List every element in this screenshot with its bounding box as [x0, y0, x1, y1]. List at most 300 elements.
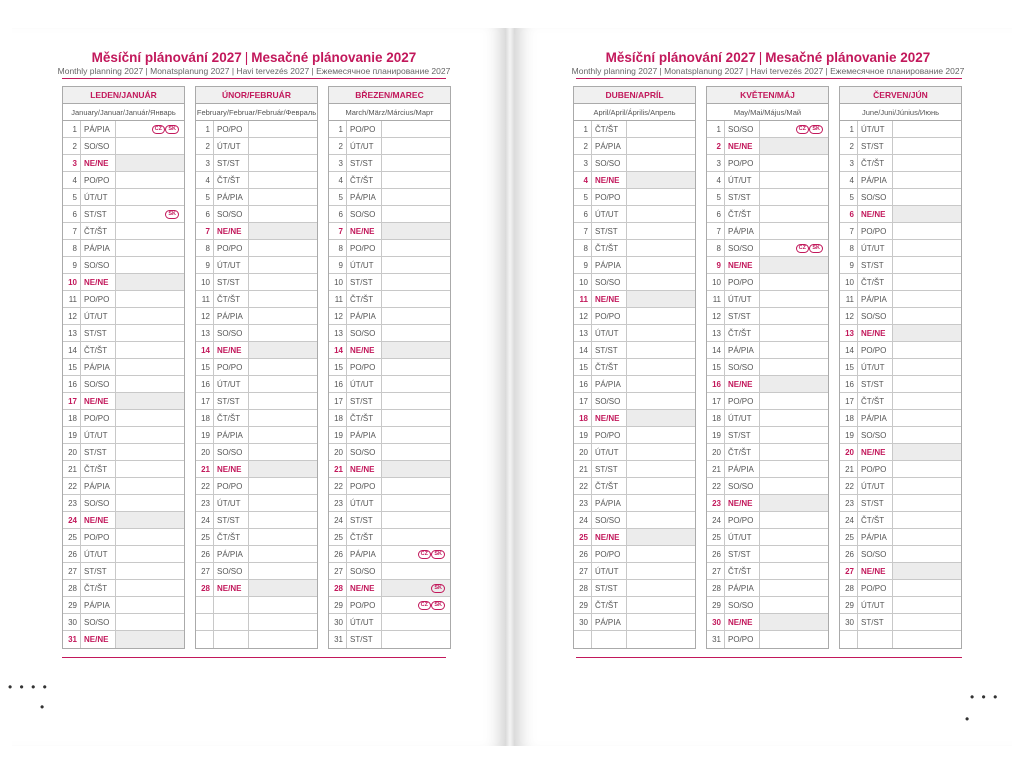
decorative-dots-right: • • • — [970, 690, 1000, 704]
weekday-abbr — [213, 614, 248, 630]
day-number: 14 — [845, 346, 854, 355]
weekday-abbr: SO/SO — [591, 393, 626, 409]
month-column-june — [839, 86, 962, 649]
holiday-badge-sk-icon: SK — [165, 125, 179, 134]
day-row — [63, 461, 184, 478]
day-number: 14 — [201, 346, 210, 355]
notes-cell — [115, 223, 184, 239]
day-number: 24 — [579, 516, 588, 525]
day-number: 26 — [579, 550, 588, 559]
day-row — [707, 274, 828, 291]
day-number — [196, 631, 213, 648]
day-row — [329, 291, 450, 308]
weekday-abbr: ČT/ŠT — [346, 529, 381, 545]
day-number: 30 — [579, 618, 588, 627]
day-number: 13 — [334, 329, 343, 338]
day-row — [840, 597, 961, 614]
day-row — [840, 172, 961, 189]
weekday-abbr: ST/ST — [346, 274, 381, 290]
day-row — [707, 444, 828, 461]
day-number: 7 — [716, 227, 721, 236]
weekday-abbr: ST/ST — [857, 614, 892, 630]
day-row — [196, 546, 317, 563]
notes-cell — [115, 376, 184, 392]
day-number: 19 — [712, 431, 721, 440]
title-sk: Mesačné plánovanie 2027 — [765, 50, 931, 65]
day-number: 18 — [201, 414, 210, 423]
notes-cell — [892, 257, 961, 273]
day-row — [707, 495, 828, 512]
day-number: 15 — [579, 363, 588, 372]
notes-cell — [892, 444, 961, 460]
day-number: 25 — [579, 533, 588, 542]
notes-cell — [248, 410, 317, 426]
day-number: 21 — [334, 465, 343, 474]
left-header-rule — [62, 78, 446, 79]
notes-cell — [248, 495, 317, 511]
day-number: 7 — [72, 227, 77, 236]
day-row — [840, 274, 961, 291]
day-row — [329, 546, 450, 563]
day-row — [707, 427, 828, 444]
day-row — [574, 138, 695, 155]
weekday-abbr: ČT/ŠT — [213, 291, 248, 307]
day-row — [329, 597, 450, 614]
weekday-abbr: ÚT/UT — [213, 257, 248, 273]
day-number: 4 — [338, 176, 343, 185]
weekday-abbr: PO/PO — [346, 478, 381, 494]
weekday-abbr: SO/SO — [213, 563, 248, 579]
weekday-abbr: SO/SO — [80, 257, 115, 273]
day-number: 22 — [712, 482, 721, 491]
weekday-abbr: ST/ST — [346, 155, 381, 171]
notes-cell — [381, 597, 450, 613]
day-number: 12 — [68, 312, 77, 321]
day-number: 14 — [579, 346, 588, 355]
day-number: 27 — [201, 567, 210, 576]
notes-cell — [248, 342, 317, 358]
day-number: 10 — [334, 278, 343, 287]
day-row — [574, 546, 695, 563]
title-cz: Měsíční plánování 2027 — [91, 50, 242, 65]
day-number: 24 — [712, 516, 721, 525]
weekday-abbr: ÚT/UT — [591, 444, 626, 460]
notes-cell — [759, 580, 828, 596]
notes-cell — [759, 155, 828, 171]
day-number: 26 — [712, 550, 721, 559]
notes-cell — [626, 240, 695, 256]
day-row — [329, 393, 450, 410]
notes-cell — [759, 427, 828, 443]
day-row — [840, 308, 961, 325]
weekday-abbr: NE/NE — [346, 223, 381, 239]
day-number: 20 — [68, 448, 77, 457]
day-number: 4 — [205, 176, 210, 185]
day-number: 3 — [583, 159, 588, 168]
weekday-abbr: PO/PO — [857, 342, 892, 358]
weekday-abbr: ST/ST — [346, 512, 381, 528]
weekday-abbr: ÚT/UT — [591, 325, 626, 341]
day-row — [574, 614, 695, 631]
holiday-badge-sk-icon: SK — [431, 584, 445, 593]
weekday-abbr: ST/ST — [80, 444, 115, 460]
day-number: 19 — [579, 431, 588, 440]
decorative-dots-left: • • • • — [8, 680, 49, 694]
day-row — [707, 342, 828, 359]
day-number: 10 — [712, 278, 721, 287]
day-row — [63, 138, 184, 155]
weekday-abbr: NE/NE — [591, 172, 626, 188]
day-row — [63, 478, 184, 495]
weekday-abbr: ST/ST — [80, 206, 115, 222]
notes-cell — [248, 563, 317, 579]
day-number: 11 — [712, 295, 721, 304]
day-number — [574, 631, 591, 648]
month-name: ČERVEN/JÚN — [840, 87, 961, 104]
weekday-abbr: ST/ST — [591, 580, 626, 596]
notes-cell — [381, 172, 450, 188]
day-row — [329, 427, 450, 444]
weekday-abbr: ÚT/UT — [591, 563, 626, 579]
notes-cell — [381, 342, 450, 358]
notes-cell — [892, 359, 961, 375]
day-row — [707, 291, 828, 308]
notes-cell — [115, 172, 184, 188]
weekday-abbr: NE/NE — [80, 274, 115, 290]
weekday-abbr: ČT/ŠT — [857, 393, 892, 409]
notes-cell — [892, 580, 961, 596]
notes-cell — [248, 308, 317, 324]
month-translations: June/Juni/Június/Июнь — [840, 104, 961, 121]
notes-cell — [248, 359, 317, 375]
notes-cell — [892, 342, 961, 358]
day-number: 24 — [201, 516, 210, 525]
day-number — [840, 631, 857, 648]
day-number: 18 — [334, 414, 343, 423]
notes-cell — [759, 342, 828, 358]
day-number: 4 — [583, 176, 588, 185]
day-row — [574, 274, 695, 291]
day-row — [329, 444, 450, 461]
day-number: 22 — [68, 482, 77, 491]
notes-cell — [115, 291, 184, 307]
day-number: 3 — [72, 159, 77, 168]
weekday-abbr: SO/SO — [346, 444, 381, 460]
day-row — [63, 512, 184, 529]
weekday-abbr: SO/SO — [80, 614, 115, 630]
weekday-abbr: SO/SO — [724, 359, 759, 375]
day-number: 3 — [205, 159, 210, 168]
day-row — [63, 546, 184, 563]
weekday-abbr: PÁ/PIA — [213, 546, 248, 562]
day-number: 10 — [68, 278, 77, 287]
day-row — [840, 138, 961, 155]
day-row — [196, 342, 317, 359]
month-column-january — [62, 86, 185, 649]
day-number: 25 — [201, 533, 210, 542]
day-row — [707, 257, 828, 274]
notes-cell — [381, 563, 450, 579]
weekday-abbr: NE/NE — [80, 155, 115, 171]
weekday-abbr: NE/NE — [724, 138, 759, 154]
day-row — [63, 172, 184, 189]
day-number: 2 — [338, 142, 343, 151]
day-number: 19 — [334, 431, 343, 440]
day-number: 4 — [849, 176, 854, 185]
notes-cell — [759, 189, 828, 205]
weekday-abbr: SO/SO — [857, 189, 892, 205]
day-row — [574, 427, 695, 444]
month-name: LEDEN/JANUÁR — [63, 87, 184, 104]
notes-cell — [381, 495, 450, 511]
weekday-abbr: NE/NE — [724, 495, 759, 511]
day-number: 11 — [334, 295, 343, 304]
day-row — [707, 529, 828, 546]
right-footer-rule — [576, 657, 962, 658]
notes-cell — [892, 410, 961, 426]
weekday-abbr: PÁ/PIA — [724, 580, 759, 596]
notes-cell — [381, 206, 450, 222]
notes-cell — [626, 121, 695, 137]
day-row — [840, 529, 961, 546]
title-sk: Mesačné plánovanie 2027 — [251, 50, 417, 65]
notes-cell — [248, 529, 317, 545]
day-row — [840, 291, 961, 308]
notes-cell — [892, 393, 961, 409]
holiday-badge-sk-icon: SK — [431, 550, 445, 559]
day-number: 8 — [205, 244, 210, 253]
day-number: 23 — [334, 499, 343, 508]
day-number: 22 — [579, 482, 588, 491]
notes-cell — [381, 427, 450, 443]
notes-cell — [892, 189, 961, 205]
weekday-abbr: PÁ/PIA — [591, 614, 626, 630]
weekday-abbr: NE/NE — [80, 393, 115, 409]
notes-cell — [759, 223, 828, 239]
notes-cell — [626, 223, 695, 239]
weekday-abbr: PO/PO — [80, 291, 115, 307]
day-number: 26 — [845, 550, 854, 559]
day-row — [329, 512, 450, 529]
notes-cell — [892, 325, 961, 341]
notes-cell — [626, 478, 695, 494]
notes-cell — [626, 393, 695, 409]
day-number: 19 — [201, 431, 210, 440]
day-number: 17 — [68, 397, 77, 406]
weekday-abbr: NE/NE — [857, 444, 892, 460]
weekday-abbr: ST/ST — [724, 427, 759, 443]
weekday-abbr: ČT/ŠT — [80, 342, 115, 358]
day-number: 28 — [334, 584, 343, 593]
weekday-abbr: PÁ/PIA — [724, 223, 759, 239]
day-number: 1 — [338, 125, 343, 134]
notes-cell — [759, 257, 828, 273]
day-row — [63, 291, 184, 308]
notes-cell — [381, 393, 450, 409]
day-number: 25 — [845, 533, 854, 542]
notes-cell — [381, 223, 450, 239]
day-row — [329, 206, 450, 223]
day-number: 2 — [849, 142, 854, 151]
day-number: 6 — [583, 210, 588, 219]
day-row — [840, 393, 961, 410]
weekday-abbr: ÚT/UT — [346, 495, 381, 511]
notes-cell — [381, 529, 450, 545]
day-row — [329, 121, 450, 138]
notes-cell — [248, 376, 317, 392]
notes-cell — [626, 138, 695, 154]
weekday-abbr: NE/NE — [724, 257, 759, 273]
day-number: 27 — [334, 567, 343, 576]
day-row — [196, 206, 317, 223]
day-row — [196, 444, 317, 461]
day-number: 5 — [72, 193, 77, 202]
day-number: 17 — [579, 397, 588, 406]
day-row — [63, 444, 184, 461]
weekday-abbr: PÁ/PIA — [80, 478, 115, 494]
day-row — [329, 274, 450, 291]
day-number: 1 — [716, 125, 721, 134]
month-translations: April/April/Április/Апрель — [574, 104, 695, 121]
day-number: 14 — [68, 346, 77, 355]
day-row — [574, 444, 695, 461]
day-row — [196, 461, 317, 478]
day-row — [574, 393, 695, 410]
day-row — [574, 155, 695, 172]
day-number: 30 — [845, 618, 854, 627]
notes-cell — [115, 342, 184, 358]
month-translations: May/Mai/Május/Май — [707, 104, 828, 121]
notes-cell — [248, 393, 317, 409]
day-row — [196, 614, 317, 631]
day-row — [63, 223, 184, 240]
notes-cell — [759, 597, 828, 613]
day-number: 5 — [338, 193, 343, 202]
day-row — [574, 189, 695, 206]
day-number: 30 — [68, 618, 77, 627]
day-row — [574, 580, 695, 597]
day-row — [707, 614, 828, 631]
notes-cell — [626, 257, 695, 273]
notes-cell — [248, 546, 317, 562]
weekday-abbr: NE/NE — [346, 580, 381, 596]
weekday-abbr: SO/SO — [724, 597, 759, 613]
notes-cell — [892, 121, 961, 137]
day-row — [329, 240, 450, 257]
notes-cell — [381, 376, 450, 392]
notes-cell — [759, 461, 828, 477]
notes-cell — [381, 291, 450, 307]
day-row — [329, 478, 450, 495]
day-row — [840, 376, 961, 393]
day-row — [63, 359, 184, 376]
notes-cell — [381, 274, 450, 290]
notes-cell — [626, 546, 695, 562]
weekday-abbr: SO/SO — [724, 478, 759, 494]
weekday-abbr: ČT/ŠT — [80, 580, 115, 596]
day-row — [63, 189, 184, 206]
day-number: 11 — [845, 295, 854, 304]
notes-cell — [892, 512, 961, 528]
day-row — [840, 478, 961, 495]
day-row — [840, 495, 961, 512]
notes-cell — [115, 359, 184, 375]
day-row — [840, 342, 961, 359]
day-row — [707, 410, 828, 427]
notes-cell — [381, 121, 450, 137]
notes-cell — [381, 461, 450, 477]
month-name: ÚNOR/FEBRUÁR — [196, 87, 317, 104]
day-number: 5 — [205, 193, 210, 202]
weekday-abbr: PO/PO — [346, 240, 381, 256]
weekday-abbr: SO/SO — [80, 495, 115, 511]
notes-cell — [115, 597, 184, 613]
notes-cell — [626, 274, 695, 290]
day-row — [840, 121, 961, 138]
weekday-abbr: ČT/ŠT — [80, 461, 115, 477]
weekday-abbr: PÁ/PIA — [346, 427, 381, 443]
day-number: 23 — [845, 499, 854, 508]
weekday-abbr: ÚT/UT — [857, 597, 892, 613]
notes-cell — [248, 427, 317, 443]
weekday-abbr: NE/NE — [591, 529, 626, 545]
weekday-abbr: SO/SO — [591, 155, 626, 171]
day-row — [196, 393, 317, 410]
notes-cell — [248, 461, 317, 477]
weekday-abbr: PO/PO — [591, 546, 626, 562]
notes-cell — [759, 274, 828, 290]
weekday-abbr: PO/PO — [591, 189, 626, 205]
weekday-abbr: ST/ST — [80, 563, 115, 579]
day-number: 1 — [205, 125, 210, 134]
weekday-abbr — [591, 631, 626, 648]
day-number: 3 — [338, 159, 343, 168]
day-row — [196, 223, 317, 240]
notes-cell — [115, 631, 184, 648]
day-row — [574, 495, 695, 512]
weekday-abbr: SO/SO — [80, 138, 115, 154]
weekday-abbr: PÁ/PIA — [857, 529, 892, 545]
notes-cell — [248, 121, 317, 137]
day-number: 21 — [201, 465, 210, 474]
notes-cell — [759, 325, 828, 341]
day-number: 28 — [712, 584, 721, 593]
month-column-may — [706, 86, 829, 649]
notes-cell — [381, 614, 450, 630]
month-translations: February/Februar/Február/Февраль — [196, 104, 317, 121]
weekday-abbr: ÚT/UT — [857, 359, 892, 375]
day-number: 2 — [72, 142, 77, 151]
weekday-abbr: ST/ST — [724, 308, 759, 324]
day-number: 5 — [849, 193, 854, 202]
day-row — [196, 121, 317, 138]
day-row — [63, 240, 184, 257]
holiday-badge-sk-icon: SK — [165, 210, 179, 219]
day-number: 12 — [334, 312, 343, 321]
weekday-abbr: PO/PO — [213, 121, 248, 137]
day-number: 17 — [334, 397, 343, 406]
weekday-abbr: ÚT/UT — [213, 495, 248, 511]
day-row — [196, 529, 317, 546]
weekday-abbr: ÚT/UT — [724, 410, 759, 426]
notes-cell — [626, 359, 695, 375]
day-row — [574, 410, 695, 427]
day-row — [840, 461, 961, 478]
weekday-abbr: ST/ST — [213, 274, 248, 290]
weekday-abbr: ÚT/UT — [213, 376, 248, 392]
notes-cell — [115, 461, 184, 477]
day-row — [63, 121, 184, 138]
